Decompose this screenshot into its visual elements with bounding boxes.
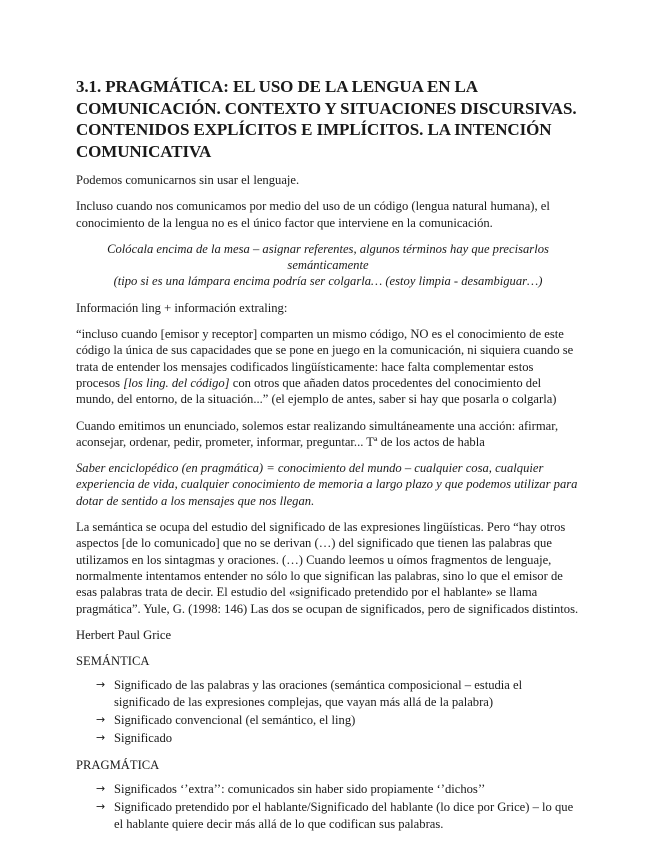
arrow-icon: →	[96, 781, 106, 795]
arrow-icon: →	[96, 800, 106, 814]
semantica-list	[76, 677, 580, 746]
example-block	[76, 241, 580, 290]
list-item: → Significado de las palabras y las oraciones (semántica composicional – estudia el significado de las expresiones complejas, que vayan más allá de la palabra)	[96, 678, 523, 709]
pragmatica-list	[76, 781, 580, 832]
paragraph: Información ling + información extraling:	[76, 300, 288, 315]
paragraph: Podemos comunicarnos sin usar el lenguaje.	[76, 173, 300, 187]
paragraph: Incluso cuando nos comunicamos por medio del uso de un código (lengua natural humana), el conocimiento de la lengua no es el único factor que interviene en la comunicación.	[76, 199, 550, 230]
list-item: → Significados ‘’extra’’: comunicados sin haber sido propiamente ‘’dichos’’	[96, 781, 486, 796]
paragraph: Herbert Paul Grice	[76, 627, 172, 642]
quote-italic: [los ling. del código]	[123, 375, 230, 390]
list-item: → Significado pretendido por el hablante/Significado del hablante (lo dice por Grice) – lo que el hablante quiere decir más allá de lo que codifican sus palabras.	[96, 800, 574, 831]
example-line: Colócala encima de la mesa – asignar referentes, algunos términos hay que precisarlos semánticamente	[107, 241, 549, 273]
arrow-icon: →	[96, 731, 106, 745]
list-item: → Significado convencional (el semántico, el ling)	[96, 713, 356, 728]
page-title: 3.1. PRAGMÁTICA: EL USO DE LA LENGUA EN LA COMUNICACIÓN. CONTEXTO Y SITUACIONES DISCURSIVAS. CONTENIDOS EXPLÍCITOS E IMPLÍCITOS. LA INTENCIÓN COMUNICATIVA	[76, 77, 577, 161]
italic-paragraph: Saber enciclopédico (en pragmática) = conocimiento del mundo – cualquier cosa, cualquier experiencia de vida, cualquier conocimiento de memoria a largo plazo y que podemos utilizar para dotar de sentido a los mensajes que nos llegan.	[76, 461, 578, 508]
document-body	[76, 76, 580, 842]
quote-paragraph	[76, 326, 580, 407]
example-line: (tipo si es una lámpara encima podría ser colgarla… (estoy limpia - desambiguar…)	[113, 274, 543, 289]
semantica-heading: SEMÁNTICA	[76, 654, 150, 669]
paragraph: La semántica se ocupa del estudio del significado de las expresiones lingüísticas. Pero “hay otros aspectos [de lo comunicado] que no se derivan (…) del significado que tienen las palabras que utilizamos en los sintagmas y oraciones. (…) Cuando leemos u oímos fragmentos de lenguaje, normalmente intentamos entender no sólo lo que significan las palabras, sino lo que el emisor de esas palabras trata de decir. El estudio del «significado pretendido por el hablante» se llama pragmática”. Yule, G. (1998: 146) Las dos se ocupan de significados, pero de significados distintos.	[76, 520, 579, 616]
paragraph: Cuando emitimos un enunciado, solemos estar realizando simultáneamente una acción: afirmar, aconsejar, ordenar, pedir, prometer, informar, preguntar... Tª de los actos de habla	[76, 418, 559, 449]
quote-text: “incluso cuando [emisor y receptor] comparten un mismo código, NO es el conocimiento de este código la única de sus capacidades que se pone en juego en la comunicación, ni siquiera cuando se trata de entender los mensajes codificados lingüísticamente: hace falta complementar estos procesos	[76, 327, 574, 390]
quote-text: con otros que añaden datos procedentes del conocimiento del mundo, del entorno, de la situación...” (el ejemplo de antes, saber si hay que posarla o colgarla)	[76, 375, 557, 407]
pragmatica-heading: PRAGMÁTICA	[76, 757, 160, 772]
arrow-icon: →	[96, 713, 106, 727]
list-item: → Significado	[96, 731, 173, 746]
arrow-icon: →	[96, 678, 106, 692]
